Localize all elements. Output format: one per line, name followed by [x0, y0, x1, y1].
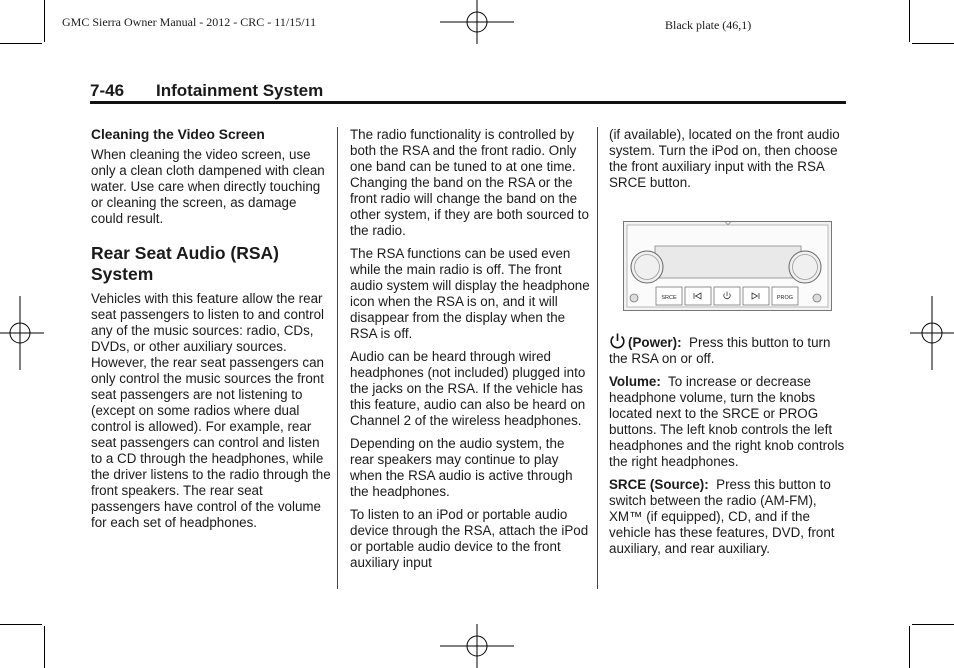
crop-mark — [909, 0, 910, 42]
srce-button-label: SRCE — [661, 295, 677, 301]
paragraph: (if available), located on the front audio system. Turn the iPod on, then choose the front auxiliary input with the RSA SRCE button. — [609, 127, 840, 190]
registration-mark-top — [440, 0, 514, 44]
registration-mark-left — [0, 296, 44, 370]
crop-mark — [0, 43, 42, 44]
cleaning-heading: Cleaning the Video Screen — [91, 127, 265, 142]
srce-description — [609, 477, 845, 557]
chapter-title: Infotainment System — [156, 81, 324, 100]
print-header-right: Black plate (46,1) — [665, 18, 752, 32]
page-number: 7-46 — [90, 81, 125, 100]
crop-mark — [909, 626, 910, 668]
crop-mark — [0, 624, 42, 625]
cleaning-paragraph: When cleaning the video screen, use only a clean cloth dampened with clean water. Use care when directly touching or cleaning the screen, as damage could result. — [91, 147, 325, 226]
prog-button-label: PROG — [776, 295, 794, 301]
column-divider — [597, 127, 598, 589]
volume-text: To increase or decrease headphone volume, turn the knobs located next to the SRCE or PROG buttons. The left knob controls the left headphones and the right knob controls the right headphones. — [609, 374, 845, 469]
header-rule — [90, 101, 846, 104]
paragraph: To listen to an iPod or portable audio device through the RSA, attach the iPod or portable audio device to the front auxiliary input — [350, 507, 589, 570]
power-text: Press this button to turn the RSA on or off. — [609, 335, 831, 366]
registration-mark-bottom — [440, 624, 514, 668]
right-headphone-jack — [813, 294, 821, 302]
column-divider — [337, 127, 338, 589]
running-head — [90, 81, 323, 101]
column-2 — [350, 127, 590, 578]
rsa-heading: Rear Seat Audio (RSA) System — [91, 243, 279, 284]
print-header-left: GMC Sierra Owner Manual - 2012 - CRC - 11/15/11 — [62, 15, 317, 29]
srce-label: SRCE (Source): — [609, 477, 709, 492]
column-3 — [609, 127, 845, 564]
paragraph: The RSA functions can be used even while the main radio is off. The front audio system will display the headphone icon when the RSA is on, and it will disappear from the display when the RSA is off. — [350, 246, 590, 341]
power-icon — [609, 333, 626, 349]
left-headphone-jack — [630, 294, 638, 302]
crop-mark — [44, 626, 45, 668]
crop-mark — [44, 0, 45, 42]
rsa-paragraph: Vehicles with this feature allow the rear seat passengers to listen to and control any of the music sources: radio, CDs, DVDs, or other auxiliary sources. However, the rear seat passengers can only control the music sources the front seat passengers are not listening to (except on some radios where dual control is allowed). For example, rear seat passengers can control and listen to a CD through the headphones, while the driver listens to the radio through the front speakers. The rear seat passengers have control of the volume for each set of headphones. — [91, 291, 331, 530]
paragraph: The radio functionality is controlled by both the RSA and the front radio. Only one band can be tuned to at one time. Changing the band on the RSA or the front radio will change the band on the other system, if they are both sourced to the radio. — [350, 127, 589, 238]
registration-mark-right — [910, 296, 954, 370]
volume-label: Volume: — [609, 374, 661, 389]
right-volume-knob — [789, 251, 821, 283]
volume-description — [609, 374, 845, 470]
paragraph: Depending on the audio system, the rear speakers may continue to play when the RSA audio is active through the headphones. — [350, 436, 573, 499]
srce-text: Press this button to switch between the radio (AM-FM), XM™ (if equipped), CD, and if the vehicle has these features, DVD, front auxiliary, and rear auxiliary. — [609, 477, 835, 556]
power-label: (Power): — [628, 335, 682, 350]
paragraph: Audio can be heard through wired headphones (not included) plugged into the jacks on the RSA. If the vehicle has this feature, audio can also be heard on Channel 2 of the wireless headphones. — [350, 349, 586, 428]
crop-mark — [912, 624, 954, 625]
column-1 — [91, 127, 331, 538]
left-volume-knob — [631, 251, 663, 283]
power-description — [609, 333, 845, 367]
rsa-unit-illustration — [623, 221, 832, 311]
crop-mark — [912, 43, 954, 44]
